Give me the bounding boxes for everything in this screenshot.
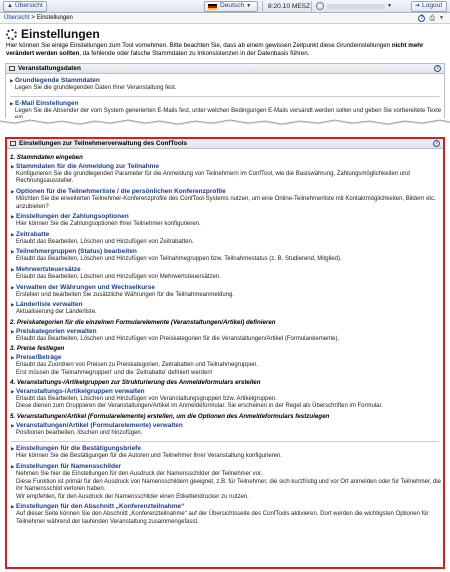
panel-event-data [5,63,445,121]
user-account-menu[interactable] [316,2,392,10]
panel-header: Veranstaltungsdaten ? [6,64,444,74]
triangle-right-icon: ▶ [11,231,15,237]
basic-master-data-link[interactable]: Grundlegende Stammdaten [15,77,100,84]
list-item: ▶ Einstellungen für die Bestätigungsbriefe Hier können Sie die Bestätigungen für die Autoren und Teilnehmer Ihrer Veranstaltung konfigurieren. [7,445,443,461]
form-elements-link[interactable]: Veranstaltungen/Artikel (Formularelemente) verwalten [16,421,183,429]
list-item: ▶ Einstellungen für Namensschilder Nehmen Sie hier die Einstellungen für den Ausdruck der Namensschilder der Teilnehmer vor. Diese Funktion ist primär für den Ausdruck von Namensschildern geeignet, z.B. für Teilnehmer, die sich kurzfristig und vor Ort anmelden oder für Teilnehmer, die ihr Namensschild verloren haben. Wir empfehlen, für den Ausdruck der Namensschilder einen Etikettendrucker zu nutzen. [7,463,443,501]
page-title-row [6,27,100,42]
panel-header: Einstellungen zur Teilnehmerverwaltung des ConfTools ? [7,139,443,149]
triangle-right-icon: ▶ [11,388,15,394]
list-item: ▶ Optionen für die Teilnehmerliste / die persönlichen Konferenzprofile Möchten Sie die erweiterten Teilnehmer-Konferenzprofile des ConfTool-Systems nutzen, um eine Online-Teilnehmerliste mit Kontaktmöglichkeiten, Bildern etc. anzubieten? [7,188,443,211]
section-heading: 3. Preise festlegen [10,345,65,353]
triangle-right-icon: ▶ [10,78,14,83]
chevron-down-icon: ▼ [246,3,252,10]
triangle-right-icon: ▶ [11,422,15,428]
user-icon [316,2,324,10]
divider [11,441,439,442]
gear-icon [6,29,17,40]
section-heading: 4. Veranstaltungs-/Artikelgruppen zur Strukturierung des Anmeldeformulars erstellen [10,379,261,386]
name-badges-link[interactable]: Einstellungen für Namensschilder [16,462,122,470]
currencies-link[interactable]: Verwalten der Währungen und Wechselkurse [16,283,155,291]
list-item: ▶ Zeitrabatte Erlaubt das Bearbeiten, Löschen und Hinzufügen von Zeitrabatten. [7,231,443,247]
triangle-right-icon: ▶ [11,163,15,169]
email-settings-link[interactable]: E-Mail Einstellungen [15,99,79,107]
separator [311,1,312,12]
list-item: ▶ Einstellungen der Zahlungsoptionen Hier können Sie die Zahlungsoptionen Ihrer Teilnehmer konfigurieren. [7,213,443,229]
participant-list-options-link[interactable]: Optionen für die Teilnehmerliste / die persönlichen Konferenzprofile [16,187,226,195]
triangle-right-icon: ▶ [11,249,15,255]
section-heading: 1. Stammdaten eingeben [10,154,83,161]
triangle-right-icon: ▶ [10,100,14,106]
section-heading: 2. Preiskategorien für die einzelnen Formularelemente (Veranstaltungen/Artikel) definieren [10,318,276,326]
list-item: ▶ Verwalten der Währungen und Wechselkurse Erstellen und bearbeiten Sie zusätzliche Währungen für die Teilnahmeanmeldung. [7,284,443,300]
triangle-right-icon: ▶ [11,446,15,452]
triangle-right-icon: ▶ [11,284,15,290]
list-item: ▶ Teilnehmergruppen (Status) bearbeiten Erlaubt das Bearbeiten, Löschen und Hinzufügen von Teilnahmegruppen bzw. Teilnahmestatus (z. B. Studierend, Mitglied). [7,248,443,264]
german-flag-icon [208,4,217,10]
triangle-right-icon: ▶ [11,463,15,469]
list-item: ▶ Preiskategorien verwalten Erlaubt das Bearbeiten, Löschen und Hinzufügen von Preiskategorien für die Veranstaltungen/Artikel (Formularelemente). [7,328,443,344]
list-item: ▶ Stammdaten für die Anmeldung zur Teilnahme Konfigurieren Sie die grundlegenden Parameter für die Anmeldung von Teilnehmern im ConfTool, wie die Basiswährung, Zahlungsmöglichkeiten und Rechnungsaussteller. [7,163,443,186]
panel-icon [9,66,15,71]
list-item: ▶ Grundlegende Stammdaten Legen Sie die grundlegenden Daten Ihrer Veranstaltung fest. [6,77,444,93]
logout-button[interactable]: ➜ Logout [411,1,447,12]
list-item: ▶ Veranstaltungen/Artikel (Formularelemente) verwalten Positionen bearbeiten, löschen und hinzufügen. [7,422,443,438]
language-select[interactable]: Deutsch ▼ [204,1,258,12]
triangle-right-icon: ▶ [11,354,15,360]
prices-link[interactable]: Preise/Beträge [16,353,62,361]
triangle-right-icon: ▶ [11,302,15,308]
price-categories-link[interactable]: Preiskategorien verwalten [16,327,97,335]
help-icon[interactable]: ? [420,14,424,21]
page-title: Einstellungen [21,27,100,41]
logout-icon: ➜ [415,2,421,9]
breadcrumb-home-link[interactable]: Übersicht [4,14,30,21]
list-item: ▶ Mehrwertsteuersätze Erlaubt das Bearbeiten, Löschen und Hinzufügen von Mehrwertsteuersätzen. [7,266,443,282]
top-toolbar [0,0,450,13]
payment-options-link[interactable]: Einstellungen der Zahlungsoptionen [16,213,129,220]
breadcrumb-separator: > [31,14,35,21]
triangle-right-icon: ▶ [11,504,15,509]
help-icon[interactable]: ? [434,140,439,147]
clock: 8:20.10 MESZ [268,3,311,10]
list-item: ▶ Preise/Beträge Erlaubt das Zuordnen von Preisen zu Preiskategorien, Zeitrabatten und Teilnahmegruppen. Erst müssen die 'Teilnahmegruppen' und die 'Zeitrabatte' definiert werden! [7,354,443,377]
conference-participation-link[interactable]: Einstellungen für den Abschnitt „Konferenzteilnahme“ [16,503,185,510]
country-list-link[interactable]: Länderliste verwalten [16,301,83,309]
divider [10,96,440,97]
user-name-redacted [327,4,385,9]
event-groups-link[interactable]: Veranstaltungs-/Artikelgruppen verwalten [16,387,145,395]
time-discounts-link[interactable]: Zeitrabatte [16,230,50,238]
home-arrow-icon: ▲ [7,2,13,9]
chevron-down-icon: ▼ [387,2,392,9]
expand-icon[interactable]: ▼ [439,15,444,21]
list-item: ▶ E-Mail Einstellungen Legen Sie die Absender der vom System generierten E-Mails fest, unter welchen Bedingungen E-Mails versandt werden sollen und geben Sie vorbereitete Texte [6,100,444,123]
breadcrumb [0,14,450,24]
print-icon[interactable]: ⎙ [429,15,436,22]
help-icon[interactable]: ? [435,65,440,72]
breadcrumb-current: Einstellungen [36,14,73,21]
list-item: ▶ Veranstaltungs-/Artikelgruppen verwalten Erlaubt das Bearbeiten, Löschen und Hinzufügen von Veranstaltungsgruppen bzw. Artikelgruppen. Diese dienen zum Gruppieren der Veranstaltungen/Artikel im Anmeldeformular. Sie erscheinen in der Regel als Überschriften im Formular. [7,388,443,411]
intro-text: Hier können Sie einige Einstellungen zum Tool vornehmen. Bitte beachten Sie, dass ab einem gewissen Zeitpunkt diese Grundeinstellungen nicht mehr verändert werden sollten, da fehlende oder falsche Stammdaten zu Inkonsistenzen in der Datenbasis führen. [6,42,424,58]
vat-rates-link[interactable]: Mehrwertsteuersätze [16,265,81,273]
participant-groups-link[interactable]: Teilnehmergruppen (Status) bearbeiten [16,248,137,256]
registration-master-data-link[interactable]: Stammdaten für die Anmeldung zur Teilnahme [16,162,160,170]
triangle-right-icon: ▶ [11,328,15,334]
triangle-right-icon: ▶ [11,266,15,272]
list-item: ▶ Länderliste verwalten Aktualisierung der Länderliste. [7,301,443,317]
section-heading: 5. Veranstaltungen/Artikel (Formularelemente) erstellen, um die Optionen des Anmeldeformulars festzulegen [10,412,330,420]
confirmation-letters-link[interactable]: Einstellungen für die Bestätigungsbriefe [16,445,141,453]
list-item: ▶ Einstellungen für den Abschnitt „Konferenzteilnahme“ Auf dieser Seite können Sie den Abschnitt „Konferenzteilnahme“ auf der Übersichtsseite des ConfTools aktivieren. Dort werden die wichtigsten Optionen für Teilnehmer während der laufenden Veranstaltung zusammengefasst. [7,503,443,526]
torn-edge-divider [0,118,450,126]
panel-icon [10,141,16,146]
triangle-right-icon: ▶ [11,188,15,194]
panel-participant-settings [5,137,445,569]
triangle-right-icon: ▶ [11,214,15,219]
separator [262,1,263,12]
overview-button[interactable]: ▲ Übersicht [3,1,47,12]
